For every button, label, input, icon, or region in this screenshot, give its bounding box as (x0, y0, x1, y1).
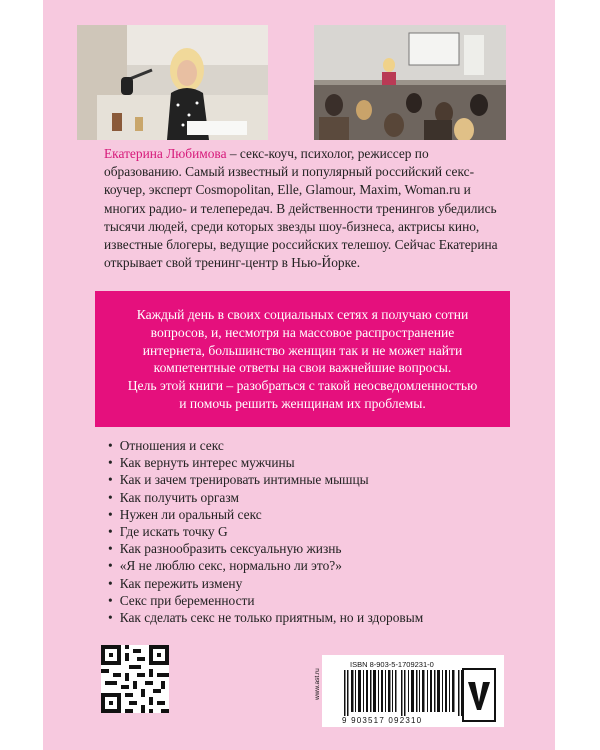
quote-line: Каждый день в своих социальных сетях я получаю сотни (136, 307, 469, 322)
quote-line: компетентные ответы на свои важнейшие вопросы. (153, 360, 452, 376)
quote-line: Цель этой книги – разобраться с такой неосведомленностью (127, 378, 478, 394)
topics-list (108, 437, 423, 626)
topic-item: • Отношения и секс (108, 437, 423, 454)
author-photo (77, 25, 268, 140)
quote-line: и помочь решить женщинам их проблемы. (179, 395, 426, 411)
isbn-text: ISBN 8-903-5-1709231-0 (350, 660, 434, 669)
topic-item: • Где искать точку G (108, 523, 423, 540)
author-name: Екатерина Любимова (104, 146, 227, 161)
topic-item: • Как сделать секс не только приятным, но и здоровым (108, 609, 423, 626)
publisher-site: www.ast.ru (314, 668, 321, 700)
topic-item: • Секс при беременности (108, 592, 423, 609)
seminar-photo (314, 25, 506, 140)
topic-item: • Нужен ли оральный секс (108, 506, 423, 523)
topic-item: • Как вернуть интерес мужчины (108, 454, 423, 471)
quote-line: вопросов, и, несмотря на массовое распространение (150, 324, 455, 340)
topic-item: • Как получить оргазм (108, 489, 423, 506)
quote-line: интернета, большинство женщин так и не может найти (142, 342, 463, 358)
publisher-logo-icon (462, 668, 496, 722)
topic-item: • Как разнообразить сексуальную жизнь (108, 540, 423, 557)
ean-digits: 9 903517 092310 (342, 716, 423, 725)
quote-box (95, 291, 510, 427)
author-bio-text: – секс-коуч, психолог, режиссер по образованию. Самый известный и популярный российский секс-коучер, эксперт Cosmopolitan, Elle, Glamour, Maxim, Woman.ru и многих радио- и телепередач. В действенности тренингов убедились тысячи людей, среди которых звезды шоу-бизнеса, актрисы кино, известные блогеры, ведущие российских телешоу. Сейчас Екатерина открывает свой тренинг-центр в Нью-Йорке. (104, 146, 498, 271)
qr-code (101, 645, 169, 713)
quote-text (95, 306, 510, 413)
topic-item: • «Я не люблю секс, нормально ли это?» (108, 557, 423, 574)
topic-item: • Как пережить измену (108, 575, 423, 592)
barcode-bars (344, 670, 464, 716)
topic-item: • Как и зачем тренировать интимные мышцы (108, 471, 423, 488)
author-bio (104, 145, 504, 272)
